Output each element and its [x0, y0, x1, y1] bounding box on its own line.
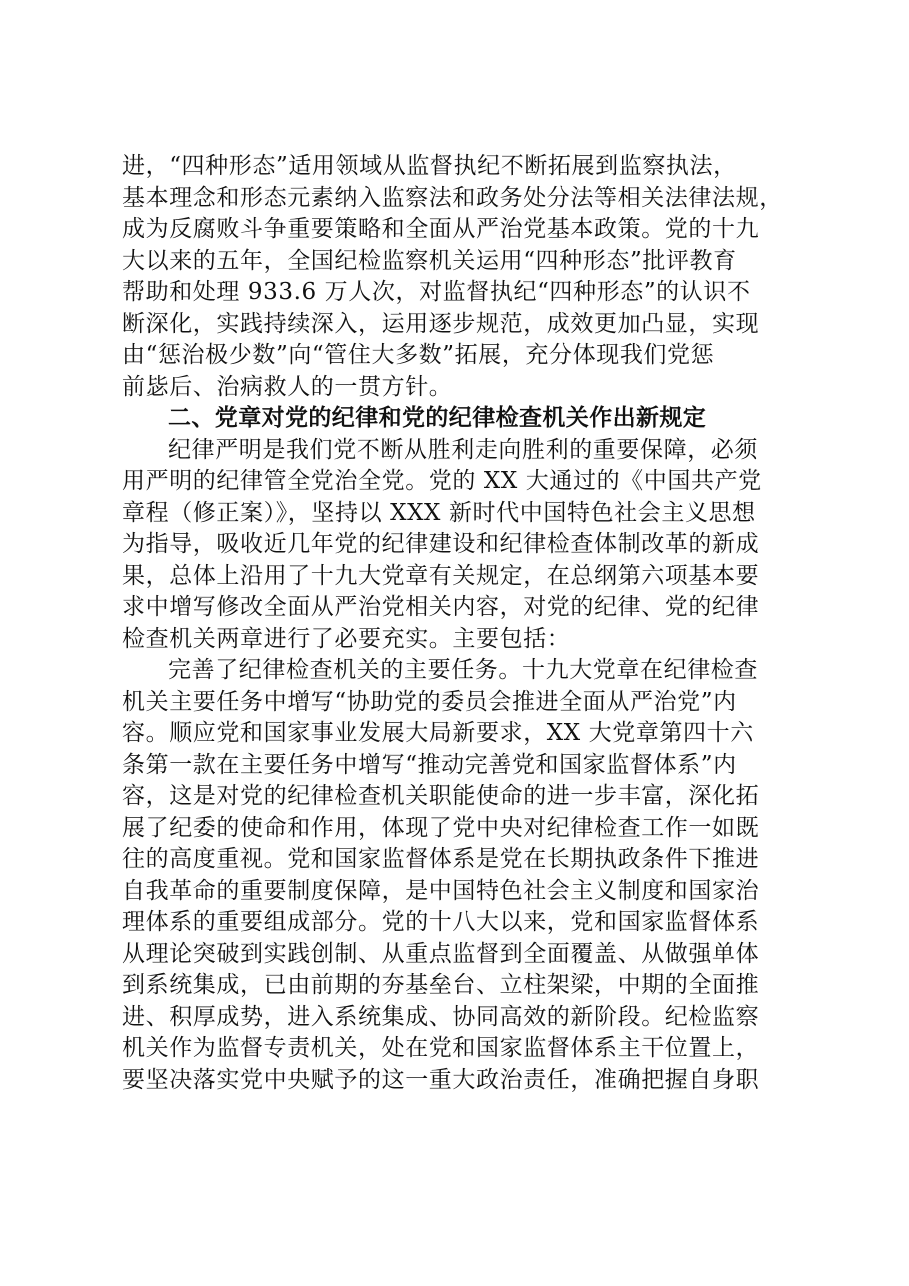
text-line: 到系统集成，已由前期的夯基垒台、立柱架梁，中期的全面推: [122, 972, 760, 998]
text-line: 条第一款在主要任务中增写“推动完善党和国家监督体系”内: [122, 751, 737, 778]
document-body: [122, 151, 812, 1096]
text-line: 由“惩治极少数”向“管住大多数”拓展，充分体现我们党惩: [122, 342, 715, 368]
text-line: 往的高度重视。党和国家监督体系是党在长期执政条件下推进: [122, 846, 760, 872]
text-line: 用严明的纪律管全党治全党。党的 XX 大通过的《中国共产党: [122, 468, 762, 494]
text-line: 理体系的重要组成部分。党的十八大以来，党和国家监督体系: [122, 909, 760, 935]
text-line: 为指导，吸收近几年党的纪律建设和纪律检查体制改革的新成: [122, 531, 760, 557]
text-line: 帮助和处理 933.6 万人次，对监督执纪“四种形态”的认识不: [122, 279, 751, 305]
text-line: 进、积厚成势，进入系统集成、协同高效的新阶段。纪检监察: [122, 1003, 760, 1030]
text-line: 要坚决落实党中央赋予的这一重大政治责任，准确把握自身职: [122, 1066, 760, 1093]
text-line: 纪律严明是我们党不断从胜利走向胜利的重要保障，必须: [168, 436, 758, 463]
text-line: 基本理念和形态元素纳入监察法和政务处分法等相关法律法规，: [122, 184, 783, 211]
text-line: 前毖后、治病救人的一贯方针。: [122, 373, 453, 400]
text-line: 机关作为监督专责机关，处在党和国家监督体系主干位置上，: [122, 1035, 760, 1061]
text-line: 容，这是对党的纪律检查机关职能使命的进一步丰富，深化拓: [122, 783, 760, 809]
text-line: 章程（修正案）》，坚持以 XXX 新时代中国特色社会主义思想: [122, 499, 756, 526]
text-line: 完善了纪律检查机关的主要任务。十九大党章在纪律检查: [168, 657, 758, 683]
text-line: 进，“四种形态”适用领域从监督执纪不断拓展到监察执法，: [122, 153, 737, 179]
text-line: 断深化，实践持续深入，运用逐步规范，成效更加凸显，实现: [122, 310, 760, 337]
text-line: 大以来的五年，全国纪检监察机关运用“四种形态”批评教育: [122, 247, 737, 274]
section-heading: 二、党章对党的纪律和党的纪律检查机关作出新规定: [168, 405, 707, 431]
text-line: 机关主要任务中增写“协助党的委员会推进全面从严治党”内: [122, 688, 737, 715]
text-line: 自我革命的重要制度保障，是中国特色社会主义制度和国家治: [122, 877, 760, 904]
text-line: 从理论突破到实践创制、从重点监督到全面覆盖、从做强单体: [122, 940, 760, 967]
text-line: 检查机关两章进行了必要充实。主要包括：: [122, 625, 571, 652]
text-line: 容。顺应党和国家事业发展大局新要求，XX 大党章第四十六: [122, 720, 754, 746]
text-line: 求中增写修改全面从严治党相关内容，对党的纪律、党的纪律: [122, 594, 760, 620]
text-line: 展了纪委的使命和作用，体现了党中央对纪律检查工作一如既: [122, 814, 760, 841]
text-line: 成为反腐败斗争重要策略和全面从严治党基本政策。党的十九: [122, 216, 760, 242]
text-line: 果，总体上沿用了十九大党章有关规定，在总纲第六项基本要: [122, 562, 760, 589]
